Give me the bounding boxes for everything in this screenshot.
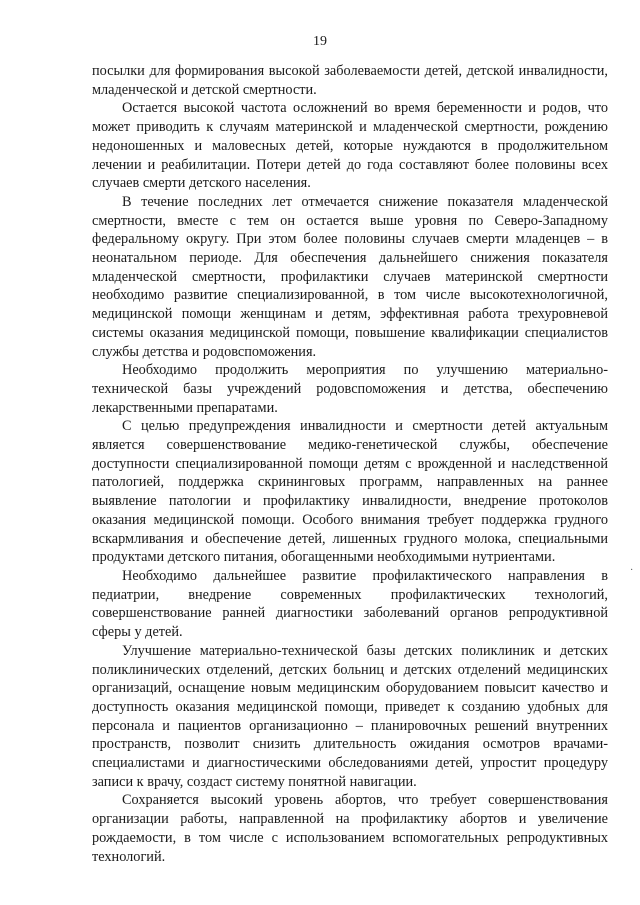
paragraph-infant-mortality: В течение последних лет отмечается снижение показателя младенческой смертности, вместе с тем он остается выше уровня по Северо-Западному федеральному округу. При этом более половины случаев смерти младенцев – в неонатальном периоде. Для обеспечения дальнейшего снижения показателя младенческой смертности, профилактики случаев материнской смертности необходимо развитие специализированной, в том числе высокотехнологичной, медицинской помощи женщинам и детям, эффективная работа трехуровневой системы оказания медицинской помощи, повышение квалификации специалистов службы детства и родовспоможения. [92,193,608,360]
paragraph-genetic-service: С целью предупреждения инвалидности и смертности детей актуальным является совершенствование медико-генетической службы, обеспечение доступности специализированной помощи детям с врожденной и наследственной патологией, поддержка скрининговых программ, направленных на раннее выявление патологии и профилактику инвалидности, внедрение протоколов оказания медицинской помощи. Особого внимания требует поддержка грудного вскармливания и обеспечение детей, лишенных грудного молока, специальными продуктами детского питания, обогащенными необходимыми нутриентами. [92,418,608,566]
scan-margin-mark: · [630,565,634,576]
paragraph-polyclinics: Улучшение материально-технической базы детских поликлиник и детских поликлинических отделений, детских больниц и детских отделений медицинских организаций, оснащение новым медицинским оборудованием повысит качество и доступность оказания медицинской помощи, приведет к созданию удобных для персонала и пациентов организационно – планировочных решений внутренних пространств, позволит снизить длительность ожидания осмотров врачами-специалистами и диагностическими обследованиями детей, упростит процедуру записи к врачу, создаст систему понятной навигации. [92,642,608,790]
page-number: 19 [313,34,327,49]
paragraph-material-base: Необходимо продолжить мероприятия по улучшению материально-технической базы учреждений родовспоможения и детства, обеспечению лекарственными препаратами. [92,362,608,416]
paragraph-abortions: Сохраняется высокий уровень абортов, что требует совершенствования организации работы, направленной на профилактику абортов и увеличение рождаемости, в том числе с использованием вспомогательных репродуктивных технологий. [92,792,608,865]
page-body [92,62,608,866]
paragraph-preventive-pediatrics: Необходимо дальнейшее развитие профилактического направления в педиатрии, внедрение современных профилактических технологий, совершенствование ранней диагностики заболеваний органов репродуктивной сферы у детей. [92,567,608,641]
paragraph-continuation: посылки для формирования высокой заболеваемости детей, детской инвалидности, младенческой и детской смертности. [92,63,608,98]
paragraph-complications: Остается высокой частота осложнений во время беременности и родов, что может приводить к случаям материнской и младенческой смертности, рождению недоношенных и маловесных детей, которые нуждаются в продолжительном лечении и реабилитации. Потери детей до года составляют более половины всех случаев смерти детского населения. [92,100,608,192]
